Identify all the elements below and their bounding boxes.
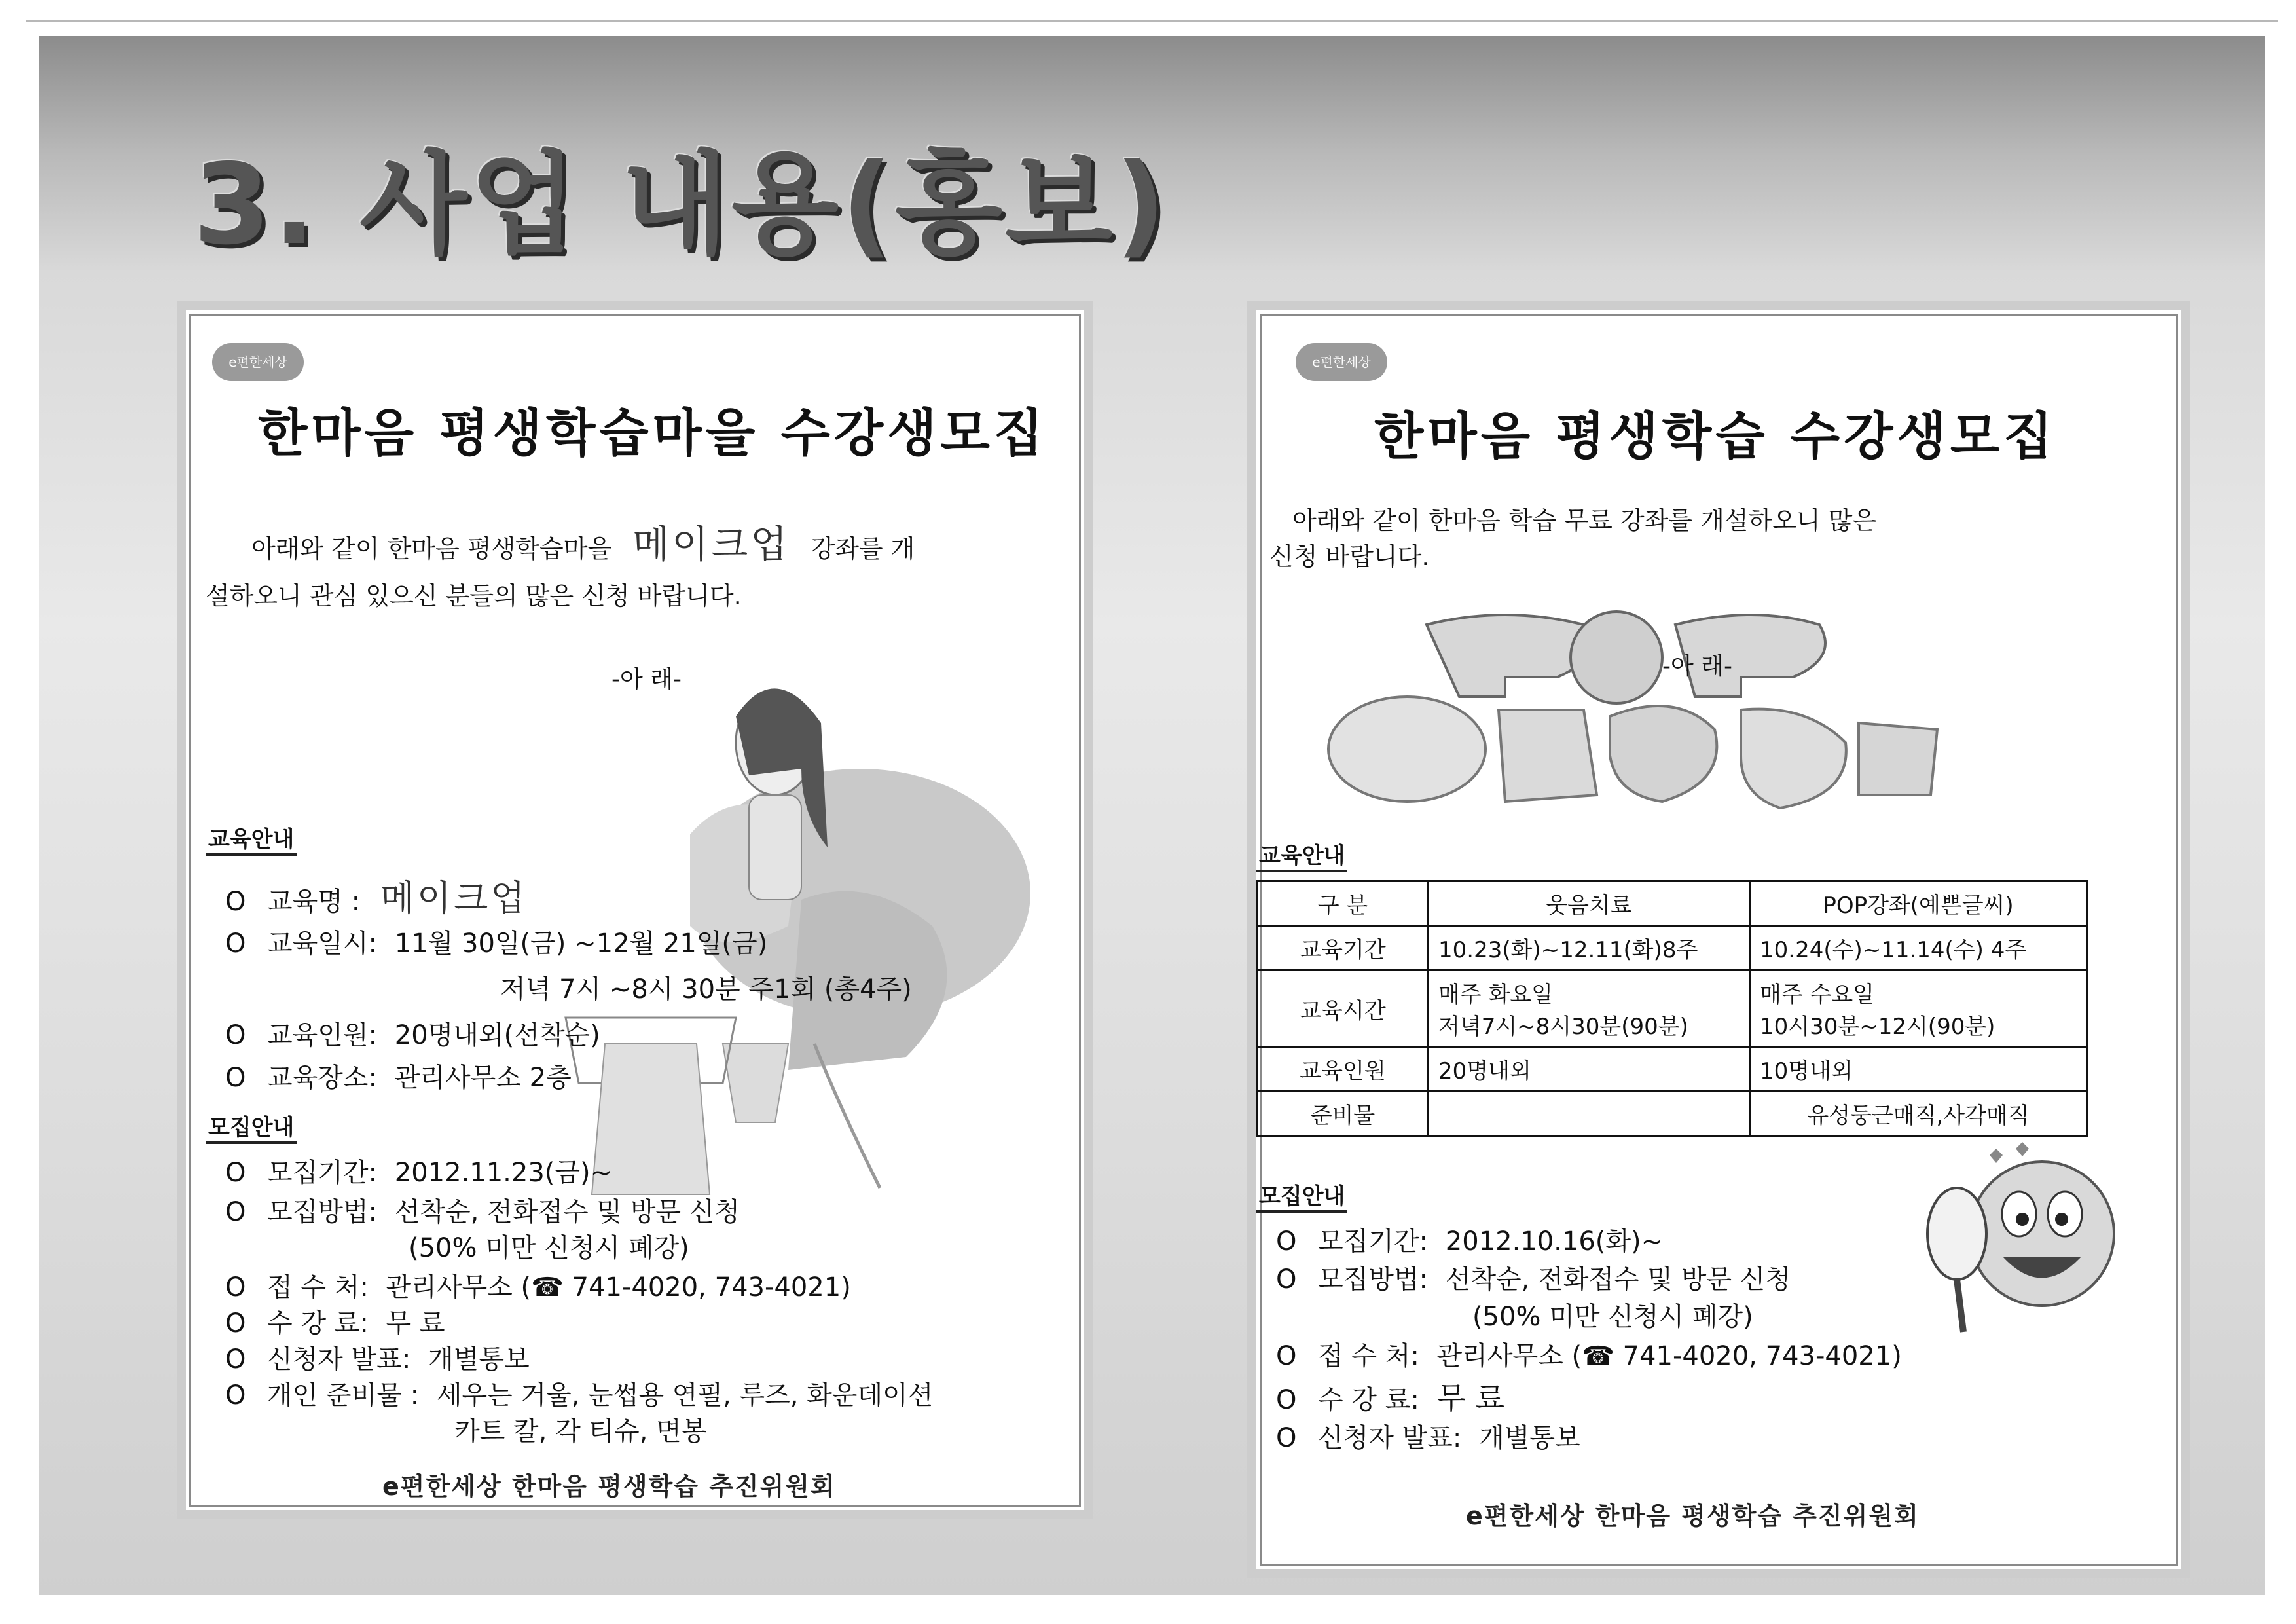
edu-item <box>225 923 767 960</box>
table-cell: 10.23(화)~12.11(화)8주 <box>1429 926 1750 970</box>
table-row <box>1258 1047 2087 1092</box>
intro-line-2: 설하오니 관심 있으신 분들의 많은 신청 바랍니다. <box>206 581 742 610</box>
bullet: O <box>225 1197 246 1227</box>
table-cell: 10명내외 <box>1750 1047 2087 1092</box>
recruit-item <box>1276 1335 1902 1373</box>
table-header-row <box>1258 881 2087 926</box>
recruit-item <box>225 1375 933 1412</box>
bullet: O <box>225 1308 246 1338</box>
table-row <box>1258 1092 2087 1136</box>
bullet: O <box>225 1272 246 1302</box>
bullet: O <box>1276 1341 1297 1371</box>
item-label: 모집기간: <box>267 1158 378 1188</box>
below-heading: -아 래- <box>611 666 682 693</box>
item-value: 20명내외(선착순) <box>394 1020 600 1050</box>
item-value: 선착순, 전화접수 및 방문 신청 <box>1445 1264 1791 1295</box>
table-cell: 20명내외 <box>1429 1047 1750 1092</box>
edu-item-continued: 저녁 7시 ~8시 30분 주1회 (총4주) <box>500 974 912 1005</box>
intro-text-a: 아래와 같이 한마음 평생학습마을 <box>251 534 612 563</box>
item-value: 관리사무소 (☎ 741-4020, 743-4021) <box>1436 1341 1902 1371</box>
item-value: 개별통보 <box>1479 1423 1580 1453</box>
bullet: O <box>1276 1227 1297 1257</box>
course-table <box>1256 880 2088 1137</box>
bullet: O <box>225 887 246 917</box>
recruit-item <box>225 1302 445 1340</box>
bullet: O <box>1276 1264 1297 1295</box>
table-cell: 준비물 <box>1258 1092 1429 1136</box>
item-value: 세우는 거울, 눈썹용 연필, 루즈, 화운데이션 <box>436 1380 934 1411</box>
item-label: 신청자 발표: <box>267 1344 411 1375</box>
intro-line-1 <box>251 513 915 568</box>
item-label: 수 강 료: <box>1318 1385 1419 1415</box>
intro-line-2: 신청 바랍니다. <box>1269 542 1430 571</box>
poster-title: 한마음 평생학습 수강생모집 <box>1374 407 2057 466</box>
edu-item <box>225 1057 572 1094</box>
item-label: 접 수 처: <box>1318 1341 1419 1371</box>
item-label: 수 강 료: <box>267 1308 369 1338</box>
table-header-cell: 구 분 <box>1258 881 1429 926</box>
item-value: 2012.11.23(금)~ <box>394 1158 613 1188</box>
left-poster <box>177 301 1093 1519</box>
table-cell: 유성둥근매직,사각매직 <box>1750 1092 2087 1136</box>
table-row <box>1258 926 2087 970</box>
item-value: 관리사무소 2층 <box>394 1063 572 1093</box>
item-value: 메이크업 <box>380 877 528 919</box>
bullet: O <box>225 1158 246 1188</box>
smiley-mirror-illustration <box>1911 1135 2127 1352</box>
recruit-item <box>1276 1259 1791 1296</box>
bullet: O <box>225 1063 246 1093</box>
bullet: O <box>1276 1385 1297 1415</box>
item-value: 개별통보 <box>428 1344 530 1375</box>
intro-course-name: 메이크업 <box>632 522 790 566</box>
table-cell: 매주 수요일 10시30분~12시(90분) <box>1750 970 2087 1047</box>
item-label: 신청자 발표: <box>1318 1423 1462 1453</box>
item-label: 교육일시: <box>267 929 378 959</box>
item-value: 2012.10.16(화)~ <box>1445 1227 1664 1257</box>
bullet: O <box>1276 1423 1297 1453</box>
table-cell: 매주 화요일 저녁7시~8시30분(90분) <box>1429 970 1750 1047</box>
right-poster <box>1247 301 2190 1578</box>
item-label: 모집방법: <box>1318 1264 1429 1295</box>
item-label: 모집방법: <box>267 1197 378 1227</box>
recruit-section-heading: 모집안내 <box>1256 1178 1347 1213</box>
edu-section-heading: 교육안내 <box>206 821 297 856</box>
bullet: O <box>225 1380 246 1411</box>
slide-title: 3. 사업 내용(홍보) <box>193 140 1169 270</box>
recruit-item-continued: 카트 칼, 각 티슈, 면봉 <box>454 1416 707 1447</box>
edu-item <box>225 870 528 921</box>
brand-logo: e편한세상 <box>1296 343 1387 381</box>
poster-footer: e편한세상 한마음 평생학습 추진위원회 <box>382 1472 836 1501</box>
item-label: 접 수 처: <box>267 1272 369 1302</box>
recruit-item <box>1276 1417 1580 1454</box>
edu-section-heading: 교육안내 <box>1256 838 1347 872</box>
table-cell: 교육시간 <box>1258 970 1429 1047</box>
item-value: 11월 30일(금) ~12월 21일(금) <box>394 929 768 959</box>
recruit-item <box>1276 1221 1663 1258</box>
poster-title: 한마음 평생학습마을 수강생모집 <box>258 404 1048 463</box>
recruit-item <box>225 1191 740 1228</box>
bullet: O <box>225 1344 246 1375</box>
table-header-cell: 웃음치료 <box>1429 881 1750 926</box>
recruit-item <box>225 1152 612 1189</box>
item-label: 교육인원: <box>267 1020 378 1050</box>
item-label: 교육명 : <box>267 887 361 917</box>
top-rule <box>26 20 2278 22</box>
recruit-section-heading: 모집안내 <box>206 1109 297 1144</box>
item-value: 선착순, 전화접수 및 방문 신청 <box>394 1197 740 1227</box>
item-label: 모집기간: <box>1318 1227 1429 1257</box>
table-cell <box>1429 1092 1750 1136</box>
bullet: O <box>225 1020 246 1050</box>
table-row <box>1258 970 2087 1047</box>
item-value: 무 료 <box>1436 1380 1505 1416</box>
recruit-item <box>225 1266 851 1304</box>
item-value: 무 료 <box>386 1308 445 1338</box>
recruit-item <box>225 1338 530 1376</box>
table-cell: 10.24(수)~11.14(수) 4주 <box>1750 926 2087 970</box>
pop-wordart <box>1309 599 1963 834</box>
table-cell: 교육인원 <box>1258 1047 1429 1092</box>
item-label: 교육장소: <box>267 1063 378 1093</box>
below-heading: -아 래- <box>1662 653 1732 680</box>
recruit-item-continued: (50% 미만 신청시 폐강) <box>409 1233 689 1263</box>
recruit-item <box>1276 1375 1504 1418</box>
table-header-cell: POP강좌(예쁜글씨) <box>1750 881 2087 926</box>
item-label: 개인 준비물 : <box>267 1380 420 1411</box>
edu-item <box>225 1014 600 1052</box>
intro-line-1: 아래와 같이 한마음 학습 무료 강좌를 개설하오니 많은 <box>1292 506 1877 535</box>
poster-footer: e편한세상 한마음 평생학습 추진위원회 <box>1466 1502 1920 1530</box>
table-cell: 교육기간 <box>1258 926 1429 970</box>
brand-logo: e편한세상 <box>212 343 304 381</box>
item-value: 관리사무소 (☎ 741-4020, 743-4021) <box>386 1272 851 1302</box>
recruit-item-continued: (50% 미만 신청시 폐강) <box>1472 1302 1753 1332</box>
bullet: O <box>225 929 246 959</box>
intro-text-b: 강좌를 개 <box>811 534 915 563</box>
